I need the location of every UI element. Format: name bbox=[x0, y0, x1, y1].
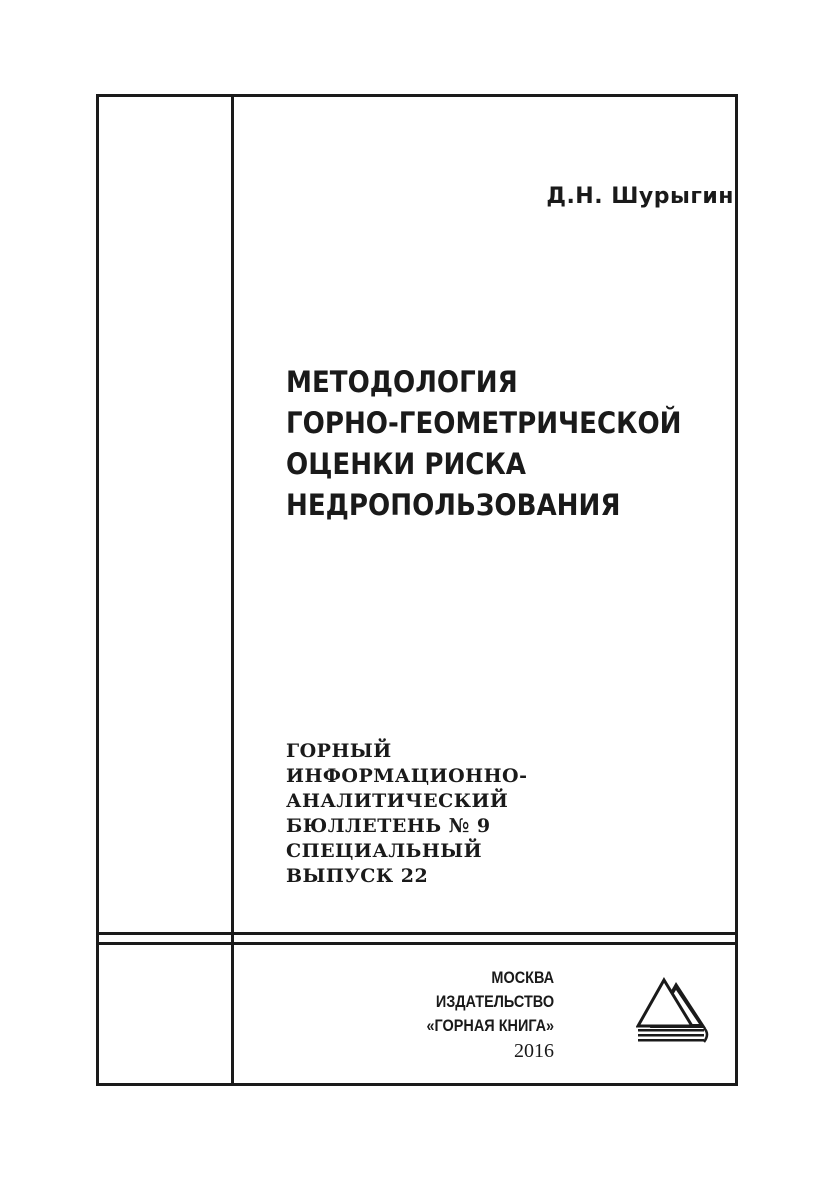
horizontal-rule-bottom bbox=[96, 942, 738, 945]
series-line: ВЫПУСК 22 bbox=[286, 865, 429, 887]
publisher-name: «ГОРНАЯ КНИГА» bbox=[426, 1016, 554, 1035]
title-line: ОЦЕНКИ РИСКА bbox=[286, 447, 527, 481]
series-line: АНАЛИТИЧЕСКИЙ bbox=[286, 790, 509, 812]
series-line: ИНФОРМАЦИОННО- bbox=[286, 765, 528, 787]
series-line: БЮЛЛЕТЕНЬ № 9 bbox=[286, 815, 491, 837]
series-line: ГОРНЫЙ bbox=[286, 740, 392, 762]
series-line: СПЕЦИАЛЬНЫЙ bbox=[286, 840, 483, 862]
publisher-imprint bbox=[426, 966, 554, 1038]
title-line: МЕТОДОЛОГИЯ bbox=[286, 365, 518, 399]
publisher-city: МОСКВА bbox=[491, 968, 554, 987]
publisher-label: ИЗДАТЕЛЬСТВО bbox=[435, 992, 554, 1011]
mountain-book-icon bbox=[636, 976, 710, 1044]
book-title bbox=[286, 362, 681, 526]
cover-frame bbox=[96, 94, 738, 1086]
title-line: НЕДРОПОЛЬЗОВАНИЯ bbox=[286, 488, 621, 522]
publication-year: 2016 bbox=[514, 1040, 554, 1062]
horizontal-rule-top bbox=[96, 932, 738, 935]
title-line: ГОРНО-ГЕОМЕТРИЧЕСКОЙ bbox=[286, 406, 682, 440]
vertical-rule bbox=[231, 94, 234, 1086]
series-name bbox=[286, 739, 527, 889]
author-name: Д.Н. Шурыгин bbox=[546, 184, 734, 209]
